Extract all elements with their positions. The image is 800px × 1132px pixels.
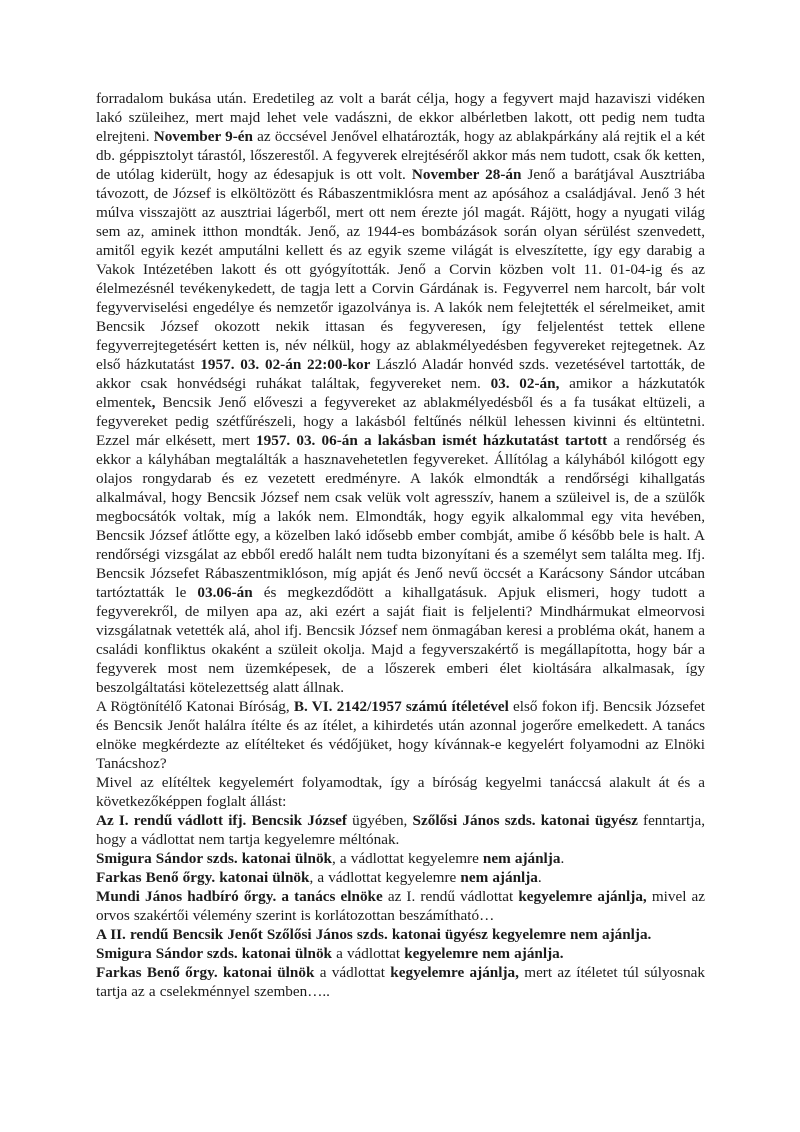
text-run: a vádlottat — [314, 964, 391, 981]
text-run: Bencsik Jenő előveszi a fegyvereket az ablakmélyedésből és a fa tusákat eltüzeli, a fegyvereket pedig szétfűrészeli, hogy a lakásból feltűnés nélkül lehessen kivinni és eltüntetni. Ezzel már elkésett, mert — [96, 394, 705, 449]
text-run-bold: 03. 02-án, — [490, 375, 560, 392]
paragraph — [96, 773, 705, 811]
paragraph — [96, 697, 705, 773]
text-run: , a vádlottat kegyelemre — [332, 850, 483, 867]
text-run: . — [560, 850, 565, 867]
document-body — [96, 89, 705, 1001]
text-run: fenntartja, hogy a vádlottat nem tartja kegyelemre méltónak. — [96, 812, 705, 848]
text-run: első fokon ifj. Bencsik Józsefet és Bencsik Jenőt halálra ítélte és az ítélet, a kihirdetés után azonnal jogerőre emelkedett. A tanács elnöke megkérdezte az elítélteket és védőjüket, hogy kívánnak-e kegyelért folyamodni az Elnöki Tanácshoz? — [96, 698, 706, 772]
paragraph — [96, 868, 705, 887]
text-run: mivel az orvos szakértői vélemény szerint is korlátozottan beszámítható… — [96, 888, 706, 924]
text-run-bold: Az I. rendű vádlott ifj. Bencsik József — [96, 812, 347, 829]
text-run-bold: November 28-án — [411, 166, 522, 183]
paragraph — [96, 944, 705, 963]
text-run: az öccsével Jenővel elhatározták, hogy az ablakpárkány alá rejtik el a két db. géppisztolyt tárastól, lőszerestől. A fegyverek elrejtéséről akkor más nem tudott, csak ők ketten, de utólag kiderült, hogy az édesapjuk is ott volt. — [96, 128, 705, 183]
text-run-bold: 1957. 03. 02-án 22:00-kor — [200, 356, 371, 373]
text-run: mert az ítéletet túl súlyosnak tartja az a cselekménnyel szemben….. — [96, 964, 706, 1000]
text-run-bold: A II. rendű Bencsik Jenőt Szőlősi János szds. katonai ügyész kegyelemre nem ajánlja. — [96, 926, 652, 943]
text-run: a rendőrség és ekkor a kályhában megtalálták a hasznavehetetlen fegyvereket. Állítólag a kályhából kilógott egy olajos rongydarab és ez vezetett eredményre. A lakók elmondták a rendőrségi kihallgatás alkalmával, hogy Bencsik József nem csak velük volt agresszív, hanem a szüleivel is, de a szülők megbocsátók voltak, míg a lakók nem. Elmondták, hogy egyik alkalommal egy vita hevében, Bencsik József átlőtte egy, a közelben lakó idősebb ember combját, amibe ő később bele is halt. A rendőrségi vizsgálat az ebből eredő halált nem tudta bizonyítani és a személyt sem találta meg. Ifj. Bencsik Józsefet Rábaszentmiklóson, míg apját és Jenő nevű öccsét a Karácsony Sándor utcában tartóztatták le — [96, 432, 705, 601]
text-run-bold: November 9-én — [153, 128, 253, 145]
text-run: László Aladár honvéd szds. vezetésével tartották, de akkor csak honvédségi ruhákat találtak, fegyvereket nem. — [96, 356, 705, 392]
paragraph — [96, 849, 705, 868]
text-run: Mivel az elítéltek kegyelemért folyamodtak, így a bíróság kegyelmi tanáccsá alakult át és a következőképpen foglalt állást: — [96, 774, 705, 810]
text-run-bold: 03.06-án — [197, 584, 253, 601]
text-run: amikor a házkutatók elmentek — [96, 375, 705, 411]
text-run: az I. rendű vádlottat — [382, 888, 519, 905]
text-run: , a vádlottat kegyelemre — [309, 869, 461, 886]
text-run: Jenő a barátjával Ausztriába távozott, de József is elköltözött és Rábaszentmiklósra ment az apósához a családjával. Jenő 3 hét múlva visszajött az ausztriai lágerből, mert ott nem érezte jól magát. Rájött, hogy a nyugati világ sem az, aminek itthon mondták. Jenő, az 1944-es bombázások során olyan sérülést szenvedett, amitől egyik kezét amputálni kellett és az egyik szeme világát is elveszítette, így egy darabig a Vakok Intézetében lakott és ott gyógyították. Jenő a Corvin közben volt 11. 01-04-ig és az élelmezésnél tevékenykedett, de tagja lett a Corvin Gárdának is. Fegyverrel nem harcolt, bár volt fegyverviselési engedélye és nemzetőr igazolványa is. A lakók nem felejtették el sérelmeiket, amit Bencsik József okozott nekik ittasan és fegyveresen, így feljelentést tettek ellene fegyverrejtegetésért ketten is, név nélkül, hogy az ablakmélyedésben fegyvereket rejtegetnek. Az első házkutatást — [96, 166, 705, 373]
text-run: a vádlottat — [332, 945, 405, 962]
paragraph — [96, 887, 705, 925]
text-run-bold: Szőlősi János szds. katonai ügyész — [412, 812, 638, 829]
text-run: . — [537, 869, 542, 886]
text-run-bold: nem ajánlja — [460, 869, 538, 886]
paragraph — [96, 963, 705, 1001]
text-run-bold: 1957. 03. 06-án a lakásban ismét házkutatást tartott — [256, 432, 608, 449]
paragraph — [96, 89, 705, 697]
text-run-bold: kegyelemre ajánlja, — [518, 888, 647, 905]
text-run-bold: kegyelemre nem ajánlja. — [404, 945, 564, 962]
text-run: A Rögtönítélő Katonai Bíróság, — [96, 698, 294, 715]
text-run-bold: Smigura Sándor szds. katonai ülnök — [96, 945, 332, 962]
text-run: forradalom bukása után. Eredetileg az volt a barát célja, hogy a fegyvert majd hazaviszi vidéken lakó szüleihez, mert majd lehet vele vadászni, de ekkor albérletben lakott, ott pedig nem tudta elrejteni. — [96, 90, 705, 145]
text-run: ügyében, — [346, 812, 413, 829]
text-run: és megkezdődött a kihallgatásuk. Apjuk elismeri, hogy tudott a fegyverekről, de milyen apa az, aki ezért a saját fiait is feljelenti? Mindhármukat elmeorvosi vizsgálatnak vetették alá, ahol ifj. Bencsik József nem önmagában keresi a probléma okát, hanem a családi konfliktus okaként a szüleit okolja. Majd a fegyverszakértő is megállapította, hogy bár a fegyverek most nem üzemképesek, de a lőszerek emberi élet kioltására alkalmasak, így beszolgáltatási kötelezettség alatt állnak. — [96, 584, 705, 696]
text-run-bold: Farkas Benő őrgy. katonai ülnök — [96, 869, 310, 886]
text-run-bold: Mundi János hadbíró őrgy. a tanács elnöke — [96, 888, 383, 905]
text-run-bold: kegyelemre ajánlja, — [390, 964, 519, 981]
text-run-bold: , — [151, 394, 156, 411]
text-run-bold: Smigura Sándor szds. katonai ülnök — [96, 850, 332, 867]
text-run-bold: Farkas Benő őrgy. katonai ülnök — [96, 964, 315, 981]
paragraph — [96, 811, 705, 849]
paragraph — [96, 925, 705, 944]
text-run-bold: B. VI. 2142/1957 számú ítéletével — [293, 698, 509, 715]
text-run-bold: nem ajánlja — [482, 850, 561, 867]
